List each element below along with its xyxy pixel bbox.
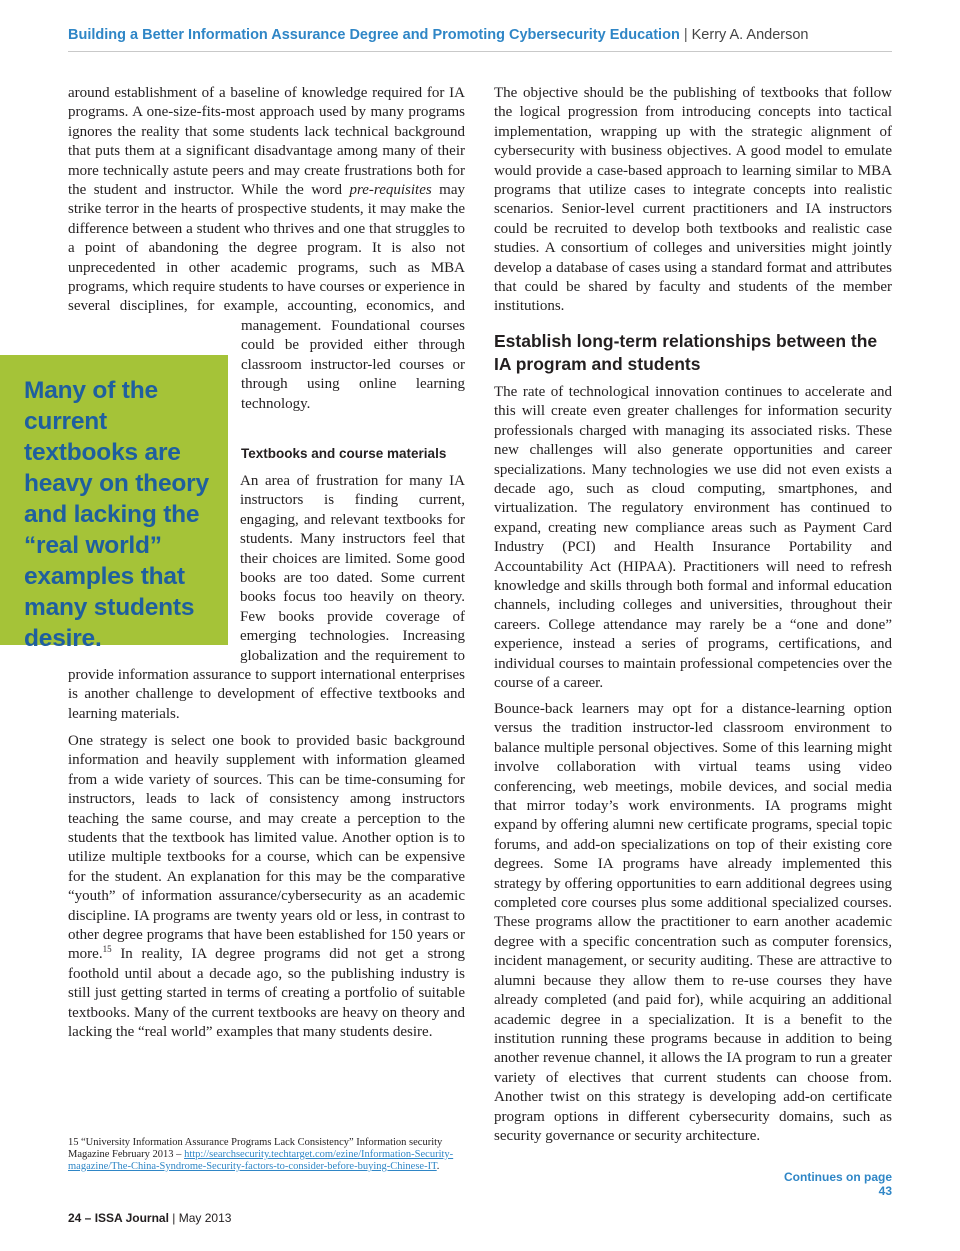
col1-p3-b: In reality, IA degree programs did not get a strong foothold until about a decade ago, so the publishing industry is still just getting started in terms of creating a portfolio of suitable textbooks. Many of the current textbooks are heavy on theory and lacking the “real world” examples that many students desire. [68,946,465,1041]
header-title: Building a Better Information Assurance Degree and Promoting Cybersecurity Education [68,27,680,43]
col2-p1 [494,84,892,317]
col2-p2-text: The rate of technological innovation continues to accelerate and this will create even greater challenges for information security professionals charged with managing its associated risks. These new challenges will also generate opportunities and career specializations. Many technologies we use did not even exists a decade ago, such as cloud computing, smartphones, and virtualization. The regulatory environment has continued to expand, creating new compliance areas such as Payment Card Industry (PCI) and Health Insurance Portability and Accountability Act (HIPAA). Practitioners will need to refresh knowledge and skills through both formal and informal education channels, including colleges and universities, throughout their careers. College attendance may rarely be a “one and done” experience, instead a series of programs, certifications, and individual courses to maintain professional competencies over the course of a career. [494,384,892,692]
header-author: Kerry A. Anderson [691,27,809,43]
header-rule [68,51,892,52]
footer-separator: | [168,1211,179,1225]
continues-link[interactable]: Continues on page 43 [784,1170,892,1198]
col1-p2 [68,472,465,724]
col1-p2-text: An area of frustration for many IA instructors is finding current, engaging, and relevant textbooks for students. Many instructors feel that their choices are limited. Some good books are too dated. Some current books focus too heavily on theory. Few books provide coverage of emerging technologies. Increasing globalization and the requirement to provide information assurance to support international enterprises is another challenge to development of effective textbooks and learning materials. [68,473,465,722]
col1-p3-a: One strategy is select one book to provided basic background information and heavily supplement with information gleamed from a wide variety of sources. This can be time-consuming for instructors, leads to lack of consistency among instructors teaching the same course, and may create a perception to the students that the textbook has limited value. Another option is to utilize multiple textbooks for a course, which can be expensive for the student. An explanation for this may be the comparative “youth” of information assurance/cybersecurity as an academic discipline. IA programs are twenty years old or less, in contrast to other degree programs that have been established for 150 years or more. [68,733,465,963]
footer-date: May 2013 [178,1211,232,1225]
col1-p1-full [68,84,465,434]
running-header [68,27,892,43]
col1-p1-a: around establishment of a baseline of knowledge required for IA programs. A one-size-fits-most approach used by many programs ignores the reality that some students lack technical background that puts them at a significant disadvantage among many of their more technically astute peers and may create frustrations both for the student and instructor. While the word [68,85,465,199]
footnote-15 [68,1137,468,1172]
callout-wrap-gap [68,336,241,476]
footnote-end: . [436,1160,440,1172]
col1-p3 [68,732,465,1043]
footnote-text: “University Information Assurance Programs Lack Consistency” Information security Magazine February 2013 – [68,1137,443,1160]
col2-p2 [494,383,892,694]
section-subhead-textbooks: Textbooks and course materials [241,446,447,461]
footnote-ref-15[interactable]: 15 [102,944,112,955]
section-heading-relationships: Establish long-term relationships between the IA program and students [494,331,878,374]
header-separator: | [679,27,692,43]
footer-page-label: 24 – ISSA Journal [68,1211,169,1225]
page-footer [68,1211,231,1225]
footnote-link[interactable]: http://searchsecurity.techtarget.com/ezine/Information-Security-magazine/The-China-Syndrome-Security-factors-to-consider-before-buying-Chinese-IT [68,1148,454,1172]
col2-p3 [494,700,892,1146]
col2-p3-text: Bounce-back learners may opt for a distance-learning option versus the tradition instructor-led classroom environment to balance multiple personal objectives. Some of this learning might involve collaboration with virtual teams using video conferencing, web meetings, mobile devices, and social media that mirror today’s work environments. IA programs might expand by offering alumni new certificate programs, special topic forums, and add-on specializations on top of their existing core degrees. Some IA programs have already implemented this strategy by offering opportunities to earn additional degrees using completed core courses plus some additional specialized courses. These programs allow the practitioner to earn another academic degree with a specific concentration such as computer forensics, incident management, or security auditing. These are attractive to alumni because they allow them to re-use courses they have already completed (and paid for), while acquiring an additional academic degree in a specialization. It is a benefit to the institution running these programs because in addition to being another revenue channel, it allows the IA program to run a greater variety of electives that current students can choose from. Another twist on this strategy is developing add-on certificate program options in different cybersecurity domains, such as security governance or security architecture. [494,701,892,1144]
col2-p1-text: The objective should be the publishing of textbooks that follow the logical progression from introducing concepts into tactical implementation, wrapping up with the strategic alignment of cybersecurity with business objectives. A good model to emulate would provide a case-based approach to learning similar to MBA programs that utilize cases to integrate concepts into realistic scenarios. Senior-level current practitioners and IA instructors could be recruited to develop both textbooks and realistic case studies. A consortium of colleges and universities might jointly develop a database of cases using a standard format and attributes that could be shared by faculty and students of the member institutions. [494,85,892,315]
footnote-number: 15 [68,1137,79,1148]
pull-quote: Many of the current textbooks are heavy on theory and lacking the “real world” examples that many students desire. [0,355,228,645]
col1-p1-b: may strike terror in the hearts of prospective students, it may make the difference between a student who thrives and one that struggles to a point of abandoning the degree program. It is also not unprecedented in other academic programs, such as MBA programs, which require students to have courses or experience in several disciplines, for example, accounting, economics, and management. Foundational courses could be provided either through classroom instructor-led courses or through using online learning technology. [68,182,465,412]
col1-p1-italic: pre-requisites [349,182,432,199]
